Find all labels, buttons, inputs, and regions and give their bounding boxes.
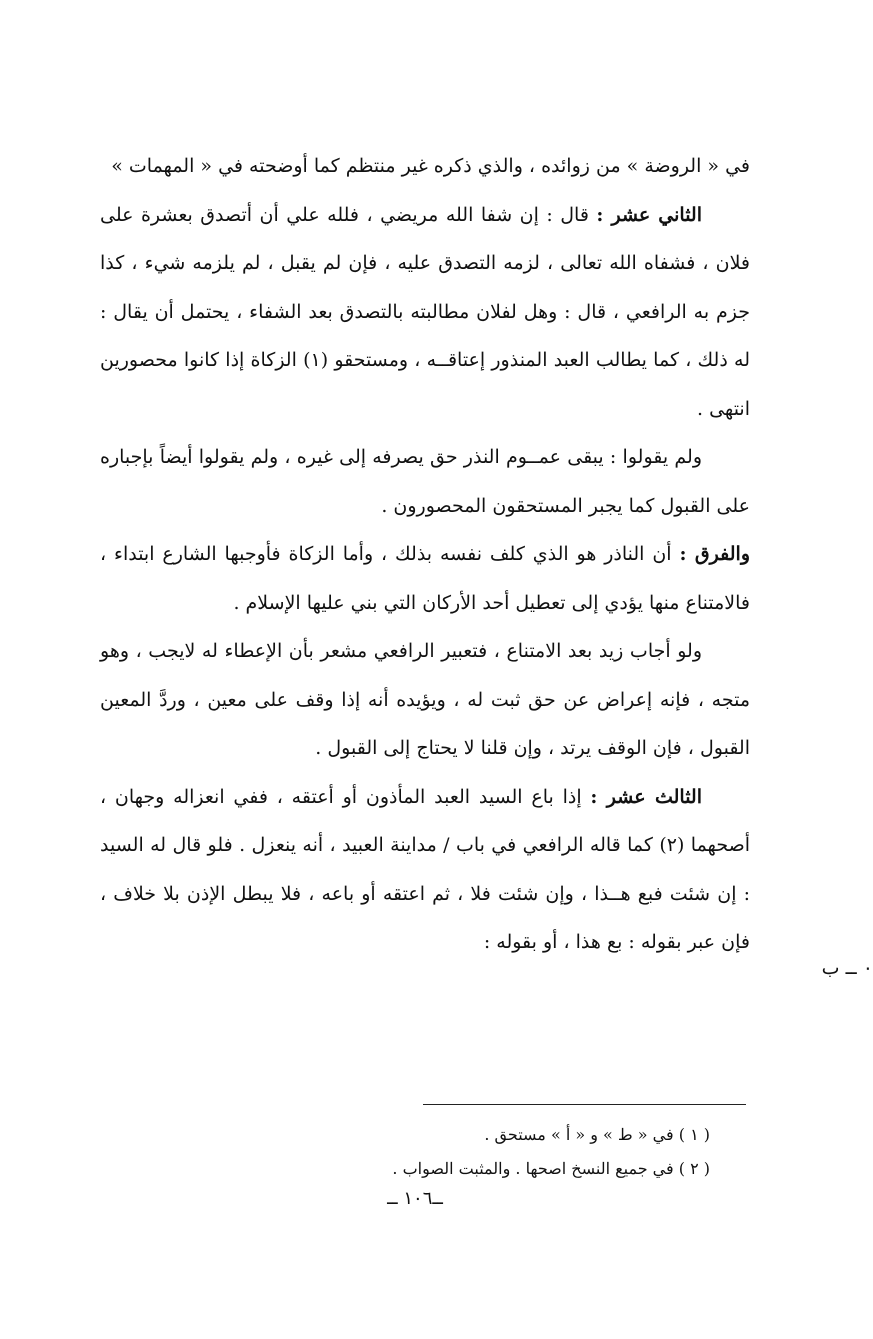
paragraph-6 bbox=[100, 773, 750, 967]
paragraph-text: إذا باع السيد العبد المأذون أو أعتقه ، ففي انعزاله وجهان ، أصحهما (٢) كما قاله الرافعي في باب / مداينة العبيد ، أنه ينعزل . فلو قال له السيد : إن شئت فبع هــذا ، وإن شئت فلا ، ثم اعتقه أو باعه ، فلا يبطل الإذن بلا خلاف ، فإن عبر بقوله : بع هذا ، أو بقوله : bbox=[100, 785, 750, 953]
paragraph-4 bbox=[100, 530, 750, 627]
footnote-2: ( ٢ ) في جميع النسخ اصحها . والمثبت الصواب . bbox=[392, 1159, 710, 1178]
paragraph-text: قال : إن شفا الله مريضي ، فلله علي أن أتصدق بعشرة على فلان ، فشفاه الله تعالى ، لزمه التصدق عليه ، فإن لم يقبل ، لم يلزمه شيء ، كذا جزم به الرافعي ، قال : وهل لفلان مطالبته بالتصدق بعد الشفاء ، يحتمل أن يقال : له ذلك ، كما يطالب العبد المنذور إعتاقــه ، ومستحقو (١) الزكاة إذا كانوا محصورين انتهى . bbox=[100, 203, 750, 420]
paragraph-text: أن الناذر هو الذي كلف نفسه بذلك ، وأما الزكاة فأوجبها الشارع ابتداء ، فالامتناع منها يؤدي إلى تعطيل أحد الأركان التي بني عليها الإسلام . bbox=[100, 543, 750, 614]
manuscript-folio-marker: ٠ ــ ب bbox=[821, 957, 873, 979]
footnote-1: ( ١ ) في « ط » و « أ » مستحق . bbox=[484, 1125, 710, 1144]
paragraph-lead: الثاني عشر : bbox=[596, 203, 702, 226]
footnote-divider bbox=[423, 1104, 746, 1105]
paragraph-lead: الثالث عشر : bbox=[590, 785, 702, 808]
footnotes bbox=[300, 1118, 710, 1186]
paragraph-text: ولو أجاب زيد بعد الامتناع ، فتعبير الرافعي مشعر بأن الإعطاء له لايجب ، وهو متجه ، فإنه إعراض عن حق ثبت له ، ويؤيده أنه إذا وقف على معين ، وردَّ المعين القبول ، فإن الوقف يرتد ، وإن قلنا لا يحتاج إلى القبول . bbox=[100, 640, 750, 759]
paragraph-3 bbox=[100, 433, 750, 530]
paragraph-text: في « الروضة » من زوائده ، والذي ذكره غير منتظم كما أوضحته في « المهمات » bbox=[111, 155, 750, 177]
page-number: ــ١٠٦ ــ bbox=[387, 1188, 443, 1209]
paragraph-2 bbox=[100, 191, 750, 434]
paragraph-1 bbox=[100, 142, 750, 191]
paragraph-lead: والفرق : bbox=[679, 543, 750, 565]
main-text bbox=[100, 142, 750, 967]
paragraph-5 bbox=[100, 627, 750, 773]
paragraph-text: ولم يقولوا : يبقى عمــوم النذر حق يصرفه إلى غيره ، ولم يقولوا أيضاً بإجباره على القبول كما يجبر المستحقون المحصورون . bbox=[100, 446, 750, 517]
